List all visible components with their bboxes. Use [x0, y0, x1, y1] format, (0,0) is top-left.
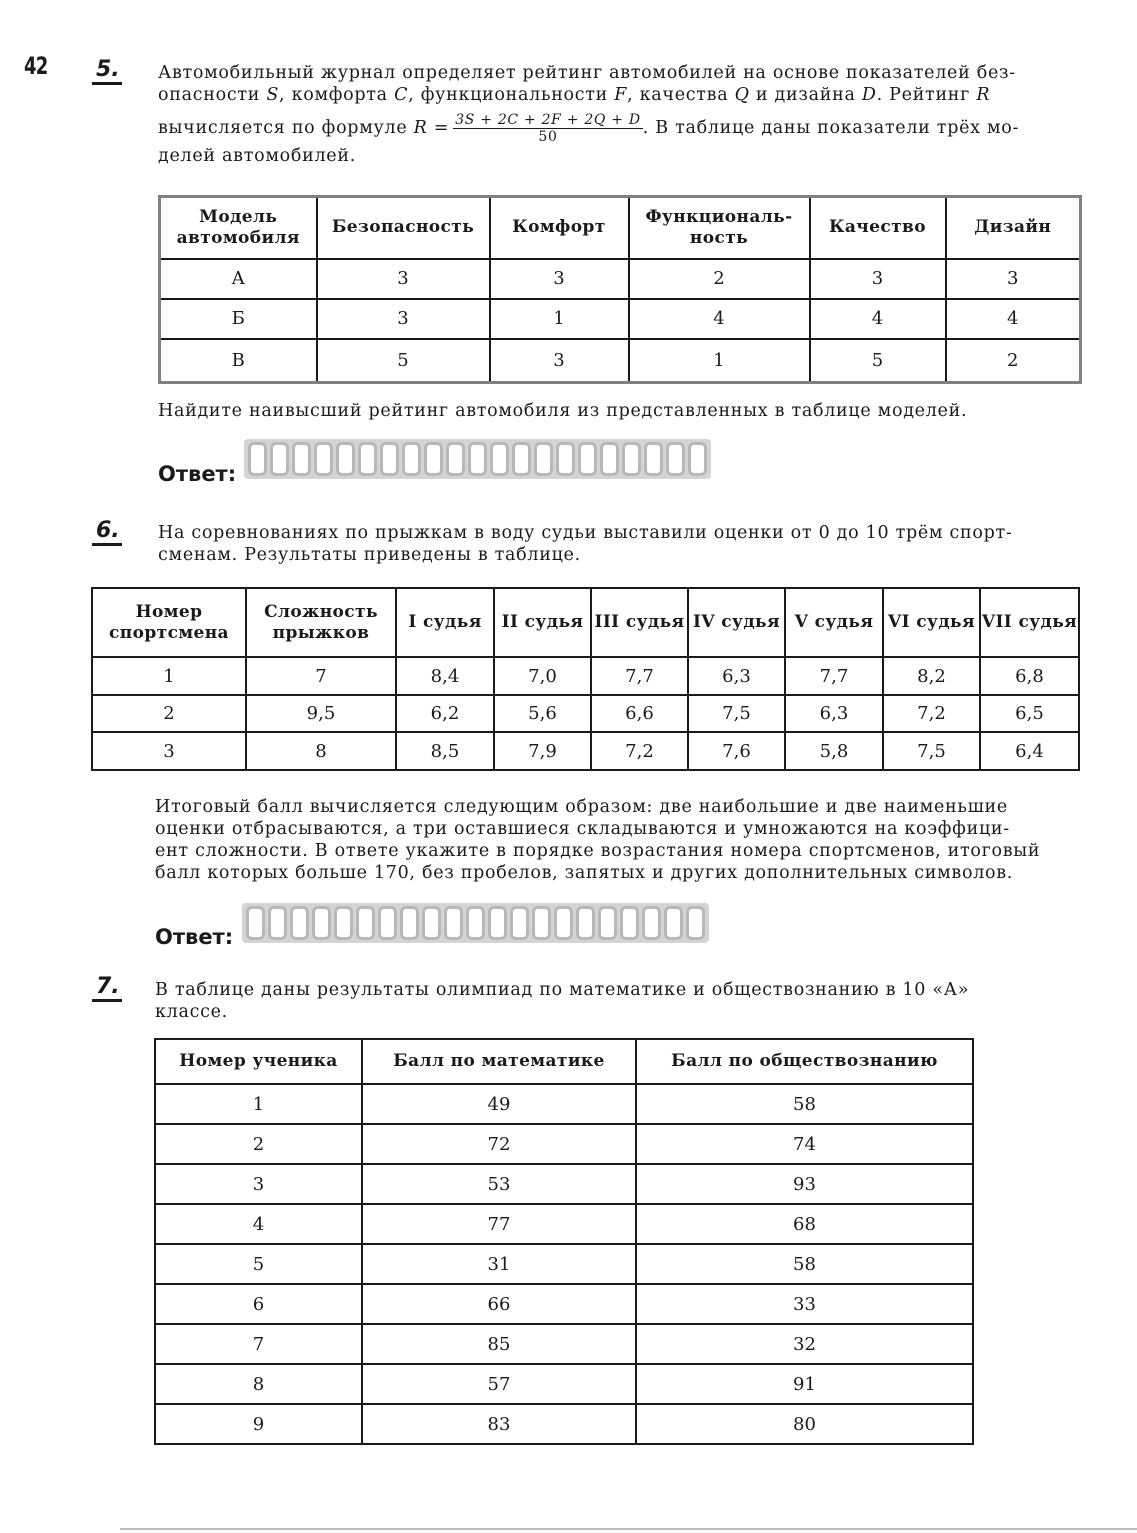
col-header: Сложность прыжков — [246, 588, 396, 657]
table-row — [155, 1124, 973, 1164]
table-cell: 3 — [490, 339, 629, 383]
table-cell: 8,4 — [396, 657, 494, 695]
table-cell: 72 — [362, 1124, 636, 1164]
answer-cell[interactable] — [468, 442, 487, 476]
task5-answer-label: Ответ: — [158, 462, 237, 486]
answer-cell[interactable] — [512, 442, 531, 476]
table-row — [92, 732, 1079, 770]
table-row — [155, 1284, 973, 1324]
table-cell: 3 — [317, 299, 490, 339]
table-cell: 6 — [155, 1284, 362, 1324]
answer-cell[interactable] — [312, 906, 331, 940]
table-cell: 9,5 — [246, 695, 396, 732]
answer-cell[interactable] — [422, 906, 441, 940]
task7-intro-line1: В таблице даны результаты олимпиад по математике и обществознанию в 10 «А» — [155, 980, 970, 1000]
table-cell: 3 — [92, 732, 246, 770]
answer-cell[interactable] — [380, 442, 399, 476]
table-cell: 85 — [362, 1324, 636, 1364]
answer-cell[interactable] — [488, 906, 507, 940]
col-header: II судья — [494, 588, 591, 657]
task5-intro-line1: Автомобильный журнал определяет рейтинг автомобилей на основе показателей без- — [158, 63, 1016, 83]
task6-question-line1: Итоговый балл вычисляется следующим образом: две наибольшие и две наименьшие — [155, 797, 1008, 817]
task7-header-row — [155, 1039, 973, 1084]
table-cell: 33 — [636, 1284, 973, 1324]
table-cell: 7,5 — [883, 732, 980, 770]
table-cell: 68 — [636, 1204, 973, 1244]
table-cell: 6,6 — [591, 695, 688, 732]
table-row — [160, 259, 1081, 299]
answer-cell[interactable] — [246, 906, 265, 940]
col-header: Комфорт — [490, 197, 629, 259]
table-cell: В — [160, 339, 317, 383]
page-number: 42 — [24, 52, 48, 80]
col-header: Номер спортсмена — [92, 588, 246, 657]
table-row — [160, 339, 1081, 383]
answer-cell[interactable] — [334, 906, 353, 940]
formula-fraction: $\frac{3S + 2C + 2F + 2Q + D}{50}$ — [455, 112, 641, 145]
task7-table — [154, 1038, 974, 1445]
task6-table — [91, 587, 1080, 771]
table-cell: 7,6 — [688, 732, 785, 770]
task5-header-row — [160, 197, 1081, 259]
table-cell: 1 — [92, 657, 246, 695]
table-cell: 91 — [636, 1364, 973, 1404]
table-cell: 2 — [92, 695, 246, 732]
col-header: Функциональ-ность — [629, 197, 810, 259]
answer-cell[interactable] — [598, 906, 617, 940]
answer-cell[interactable] — [534, 442, 553, 476]
answer-cell[interactable] — [466, 906, 485, 940]
table-cell: 2 — [946, 339, 1081, 383]
table-cell: 7 — [155, 1324, 362, 1364]
table-row — [155, 1084, 973, 1124]
task6-question-line2: оценки отбрасываются, а три оставшиеся складываются и умножаются на коэффици- — [155, 819, 1010, 839]
table-cell: 5 — [155, 1244, 362, 1284]
col-header: Номер ученика — [155, 1039, 362, 1084]
col-header: Безопасность — [317, 197, 490, 259]
answer-cell[interactable] — [490, 442, 509, 476]
answer-cell[interactable] — [402, 442, 421, 476]
table-cell: 49 — [362, 1084, 636, 1124]
answer-cell[interactable] — [358, 442, 377, 476]
table-cell: 74 — [636, 1124, 973, 1164]
table-cell: 6,8 — [980, 657, 1079, 695]
table-cell: 7,0 — [494, 657, 591, 695]
task6-question-line4: балл которых больше 170, без пробелов, запятых и других дополнительных символов. — [155, 863, 1014, 883]
bottom-edge-line — [120, 1528, 1137, 1530]
col-header: Балл по математике — [362, 1039, 636, 1084]
table-row — [155, 1244, 973, 1284]
task7-number: 7. — [92, 975, 122, 1002]
table-cell: 7,5 — [688, 695, 785, 732]
table-cell: 7,7 — [591, 657, 688, 695]
table-cell: 6,3 — [785, 695, 883, 732]
task5-intro-line2: опасности S, комфорта C, функциональности F, качества Q и дизайна D. Рейтинг R — [158, 85, 991, 105]
answer-cell[interactable] — [292, 442, 311, 476]
table-row — [92, 695, 1079, 732]
table-cell: 5,6 — [494, 695, 591, 732]
task6-question — [155, 796, 1077, 884]
answer-cell[interactable] — [686, 906, 705, 940]
answer-cell[interactable] — [268, 906, 287, 940]
answer-cell[interactable] — [554, 906, 573, 940]
answer-cell[interactable] — [270, 442, 289, 476]
table-cell: 3 — [317, 259, 490, 299]
task5-answer-field[interactable] — [244, 439, 711, 479]
task5-question: Найдите наивысший рейтинг автомобиля из представленных в таблице моделей. — [158, 401, 968, 421]
task7-intro — [155, 979, 1082, 1023]
table-cell: 93 — [636, 1164, 973, 1204]
table-cell: 3 — [490, 259, 629, 299]
table-cell: 8,5 — [396, 732, 494, 770]
table-cell: 83 — [362, 1404, 636, 1444]
col-header: VI судья — [883, 588, 980, 657]
answer-cell[interactable] — [622, 442, 641, 476]
table-cell: 3 — [810, 259, 946, 299]
answer-cell[interactable] — [688, 442, 707, 476]
table-row — [92, 657, 1079, 695]
table-cell: 8,2 — [883, 657, 980, 695]
table-cell: 5 — [317, 339, 490, 383]
col-header: IV судья — [688, 588, 785, 657]
table-cell: 80 — [636, 1404, 973, 1444]
table-cell: 4 — [810, 299, 946, 339]
answer-cell[interactable] — [578, 442, 597, 476]
col-header: I судья — [396, 588, 494, 657]
answer-cell[interactable] — [576, 906, 595, 940]
table-cell: Б — [160, 299, 317, 339]
answer-cell[interactable] — [642, 906, 661, 940]
task6-header-row — [92, 588, 1079, 657]
col-header: Дизайн — [946, 197, 1081, 259]
table-cell: 66 — [362, 1284, 636, 1324]
table-cell: 6,3 — [688, 657, 785, 695]
answer-cell[interactable] — [600, 442, 619, 476]
answer-cell[interactable] — [532, 906, 551, 940]
table-cell: 3 — [946, 259, 1081, 299]
task5-table — [158, 195, 1082, 384]
table-cell: 5,8 — [785, 732, 883, 770]
table-cell: 31 — [362, 1244, 636, 1284]
task5-intro-line4: делей автомобилей. — [158, 146, 356, 166]
table-cell: 1 — [629, 339, 810, 383]
task5-intro — [158, 62, 1083, 167]
table-cell: 7,2 — [883, 695, 980, 732]
table-cell: 6,4 — [980, 732, 1079, 770]
table-cell: 32 — [636, 1324, 973, 1364]
table-cell: 6,5 — [980, 695, 1079, 732]
table-cell: 7,7 — [785, 657, 883, 695]
col-header: Модель автомобиля — [160, 197, 317, 259]
table-cell: 58 — [636, 1084, 973, 1124]
formula-lhs: R = — [413, 118, 450, 138]
answer-cell[interactable] — [424, 442, 443, 476]
table-row — [155, 1324, 973, 1364]
task6-answer-label: Ответ: — [155, 925, 234, 949]
answer-cell[interactable] — [444, 906, 463, 940]
col-header: III судья — [591, 588, 688, 657]
table-cell: 53 — [362, 1164, 636, 1204]
table-cell: 8 — [155, 1364, 362, 1404]
answer-cell[interactable] — [314, 442, 333, 476]
table-row — [155, 1364, 973, 1404]
table-row — [155, 1204, 973, 1244]
table-cell: 58 — [636, 1244, 973, 1284]
table-cell: 4 — [155, 1204, 362, 1244]
table-cell: 4 — [629, 299, 810, 339]
answer-cell[interactable] — [620, 906, 639, 940]
answer-cell[interactable] — [336, 442, 355, 476]
answer-cell[interactable] — [400, 906, 419, 940]
answer-cell[interactable] — [644, 442, 663, 476]
table-cell: 4 — [946, 299, 1081, 339]
table-row — [155, 1404, 973, 1444]
task6-answer-field[interactable] — [242, 903, 709, 943]
table-cell: 9 — [155, 1404, 362, 1444]
task7-intro-line2: классе. — [155, 1002, 228, 1022]
task6-intro-line2: сменам. Результаты приведены в таблице. — [158, 545, 581, 565]
table-cell: 7 — [246, 657, 396, 695]
table-cell: 7,2 — [591, 732, 688, 770]
table-cell: 77 — [362, 1204, 636, 1244]
answer-cell[interactable] — [290, 906, 309, 940]
task6-number: 6. — [92, 519, 122, 546]
task6-intro — [158, 522, 1083, 566]
col-header: Качество — [810, 197, 946, 259]
col-header: Балл по обществознанию — [636, 1039, 973, 1084]
table-row — [160, 299, 1081, 339]
table-cell: 3 — [155, 1164, 362, 1204]
answer-cell[interactable] — [356, 906, 375, 940]
table-cell: А — [160, 259, 317, 299]
table-cell: 6,2 — [396, 695, 494, 732]
table-cell: 1 — [490, 299, 629, 339]
table-cell: 57 — [362, 1364, 636, 1404]
task6-question-line3: ент сложности. В ответе укажите в порядке возрастания номера спортсменов, итоговый — [155, 841, 1041, 861]
table-cell: 2 — [629, 259, 810, 299]
answer-cell[interactable] — [248, 442, 267, 476]
col-header: V судья — [785, 588, 883, 657]
table-cell: 1 — [155, 1084, 362, 1124]
task5-number: 5. — [92, 58, 122, 85]
table-cell: 8 — [246, 732, 396, 770]
answer-cell[interactable] — [666, 442, 685, 476]
table-cell: 7,9 — [494, 732, 591, 770]
task6-intro-line1: На соревнованиях по прыжкам в воду судьи выставили оценки от 0 до 10 трём спорт- — [158, 523, 1013, 543]
col-header: VII судья — [980, 588, 1079, 657]
table-cell: 5 — [810, 339, 946, 383]
answer-cell[interactable] — [556, 442, 575, 476]
answer-cell[interactable] — [510, 906, 529, 940]
answer-cell[interactable] — [446, 442, 465, 476]
answer-cell[interactable] — [664, 906, 683, 940]
answer-cell[interactable] — [378, 906, 397, 940]
task5-intro-line3: вычисляется по формуле R = $\frac{3S + 2C + 2F + 2Q + D}{50}$ . В таблице даны показатели трёх мо- — [158, 112, 1020, 145]
table-row — [155, 1164, 973, 1204]
table-cell: 2 — [155, 1124, 362, 1164]
